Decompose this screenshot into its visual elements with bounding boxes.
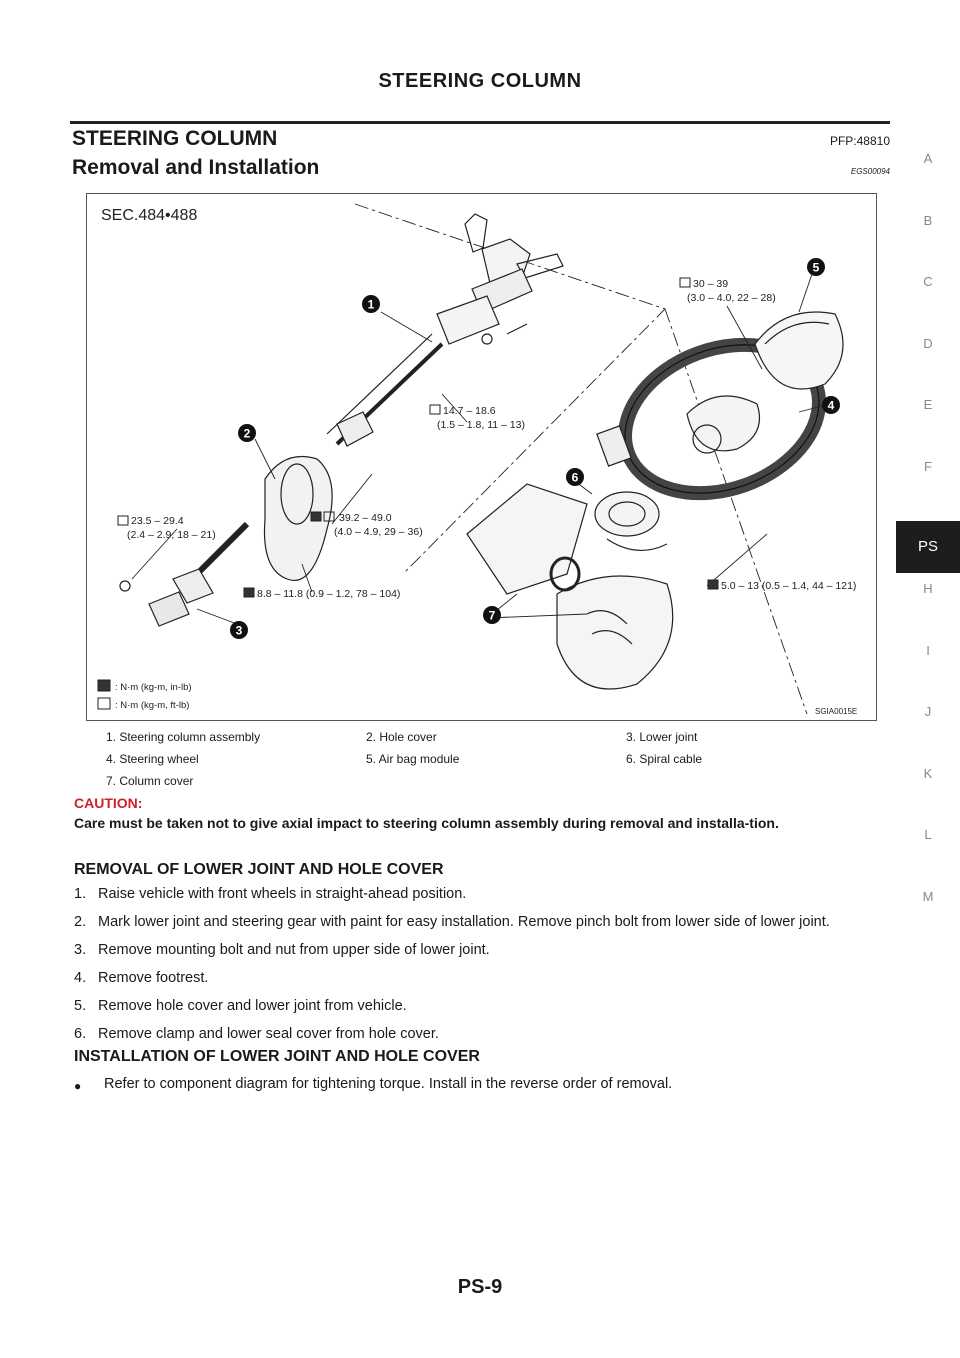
torque-value: 8.8 – 11.8 (0.9 – 1.2, 78 – 104) bbox=[257, 588, 401, 600]
torque-value: (1.5 – 1.8, 11 – 13) bbox=[437, 419, 525, 431]
legend-item: 3. Lower joint bbox=[626, 730, 698, 744]
legend-item: 1. Steering column assembly bbox=[106, 730, 261, 744]
step: 4. Remove footrest. bbox=[74, 969, 894, 988]
subsection-title: Removal and Installation bbox=[72, 156, 320, 179]
section-title: STEERING COLUMN bbox=[72, 127, 278, 150]
legend-item: 5. Air bag module bbox=[366, 752, 460, 766]
tab-c[interactable]: C bbox=[923, 274, 933, 289]
torque-value: (2.4 – 2.9, 18 – 21) bbox=[127, 529, 216, 541]
hole-cover-drawing bbox=[264, 457, 332, 581]
callout-1: 1 bbox=[367, 297, 375, 312]
section-code: PFP:48810 bbox=[829, 134, 890, 148]
step-text: Remove hole cover and lower joint from vehicle. bbox=[98, 998, 407, 1014]
legend-item: 6. Spiral cable bbox=[626, 752, 703, 766]
torque-inlb-icon bbox=[244, 588, 254, 597]
torque-ftlb-icon bbox=[430, 405, 440, 414]
step: 1. Raise vehicle with front wheels in straight-ahead position. bbox=[74, 885, 894, 904]
torque-value: 23.5 – 29.4 bbox=[131, 515, 184, 527]
step-text: Mark lower joint and steering gear with paint for easy installation. Remove pinch bolt from lower side of lower joint. bbox=[98, 914, 830, 930]
tab-l[interactable]: L bbox=[924, 827, 932, 842]
parts-legend bbox=[106, 726, 886, 792]
step: 6. Remove clamp and lower seal cover from hole cover. bbox=[74, 1025, 894, 1044]
air-bag-module-drawing bbox=[755, 312, 843, 389]
subsection-code: EGS00094 bbox=[850, 167, 890, 176]
figure-id: SGIA0015E bbox=[815, 707, 858, 716]
header-rule bbox=[70, 121, 890, 124]
torque-value: 30 – 39 bbox=[693, 278, 729, 290]
legend-ftlb-icon bbox=[98, 698, 110, 709]
page-number: PS-9 bbox=[457, 1276, 503, 1298]
legend-item: 2. Hole cover bbox=[366, 730, 437, 744]
torque-value: (4.0 – 4.9, 29 – 36) bbox=[334, 526, 423, 538]
installation-bullets bbox=[74, 1075, 894, 1105]
torque-value: 14.7 – 18.6 bbox=[443, 405, 496, 417]
legend-item: 4. Steering wheel bbox=[106, 752, 199, 766]
page-header: STEERING COLUMN bbox=[378, 70, 582, 92]
torque-value: (3.0 – 4.0, 22 – 28) bbox=[687, 292, 776, 304]
tab-i[interactable]: I bbox=[926, 642, 930, 658]
bullet-text: Refer to component diagram for tightening torque. Install in the reverse order of removal. bbox=[104, 1076, 673, 1092]
legend-row bbox=[106, 748, 886, 770]
tab-f[interactable]: F bbox=[924, 458, 932, 474]
callout-7: 7 bbox=[488, 608, 496, 623]
torque-ftlb-icon bbox=[118, 516, 128, 525]
tab-ps[interactable]: PS bbox=[896, 521, 960, 573]
installation-heading: INSTALLATION OF LOWER JOINT AND HOLE COVER bbox=[74, 1048, 480, 1065]
legend-inlb-icon bbox=[98, 680, 110, 691]
tab-k[interactable]: K bbox=[923, 765, 933, 781]
section-index-tabs bbox=[896, 148, 960, 947]
step: 3. Remove mounting bolt and nut from upper side of lower joint. bbox=[74, 941, 894, 960]
caution-label: CAUTION: bbox=[74, 795, 143, 811]
callout-2: 2 bbox=[243, 426, 251, 441]
callout-6: 6 bbox=[571, 470, 579, 485]
torque-ftlb-icon bbox=[680, 278, 690, 287]
component-diagram bbox=[86, 193, 877, 721]
callout-4: 4 bbox=[827, 398, 835, 413]
step-text: Remove clamp and lower seal cover from hole cover. bbox=[98, 1026, 439, 1042]
step: 2. Mark lower joint and steering gear with paint for easy installation. Remove pinch bolt from lower side of lower joint. bbox=[74, 913, 894, 932]
legend-item: 7. Column cover bbox=[106, 774, 194, 788]
removal-steps bbox=[74, 885, 894, 1053]
tab-d[interactable]: D bbox=[923, 335, 933, 351]
legend-row bbox=[106, 726, 886, 748]
bullet-item bbox=[74, 1075, 894, 1096]
bullet-icon: ● bbox=[74, 1079, 82, 1093]
unit-inlb: : N·m (kg-m, in-lb) bbox=[115, 682, 192, 693]
step-text: Raise vehicle with front wheels in straight-ahead position. bbox=[98, 886, 467, 902]
sec-label: SEC.484•488 bbox=[101, 207, 198, 224]
caution-block bbox=[74, 795, 892, 832]
tab-h[interactable]: H bbox=[923, 581, 933, 596]
step-text: Remove mounting bolt and nut from upper side of lower joint. bbox=[98, 942, 490, 958]
caution-text: Care must be taken not to give axial impact to steering column assembly during removal and installa-tion. bbox=[74, 815, 779, 831]
torque-special-icon bbox=[311, 512, 321, 521]
step-text: Remove footrest. bbox=[98, 970, 209, 986]
removal-heading: REMOVAL OF LOWER JOINT AND HOLE COVER bbox=[74, 861, 444, 878]
tab-b[interactable]: B bbox=[923, 212, 933, 228]
tab-e[interactable]: E bbox=[923, 397, 933, 412]
step: 5. Remove hole cover and lower joint from vehicle. bbox=[74, 997, 894, 1016]
tab-j[interactable]: J bbox=[924, 704, 932, 719]
callout-5: 5 bbox=[812, 260, 820, 275]
torque-value: 5.0 – 13 (0.5 – 1.4, 44 – 121) bbox=[721, 580, 857, 592]
torque-inlb-icon bbox=[708, 580, 718, 589]
tab-a[interactable]: A bbox=[923, 151, 933, 166]
callout-3: 3 bbox=[235, 623, 243, 638]
tab-m[interactable]: M bbox=[922, 888, 934, 904]
unit-ftlb: : N·m (kg-m, ft-lb) bbox=[115, 700, 190, 711]
legend-row bbox=[106, 770, 886, 792]
torque-value: 39.2 – 49.0 bbox=[339, 512, 392, 524]
